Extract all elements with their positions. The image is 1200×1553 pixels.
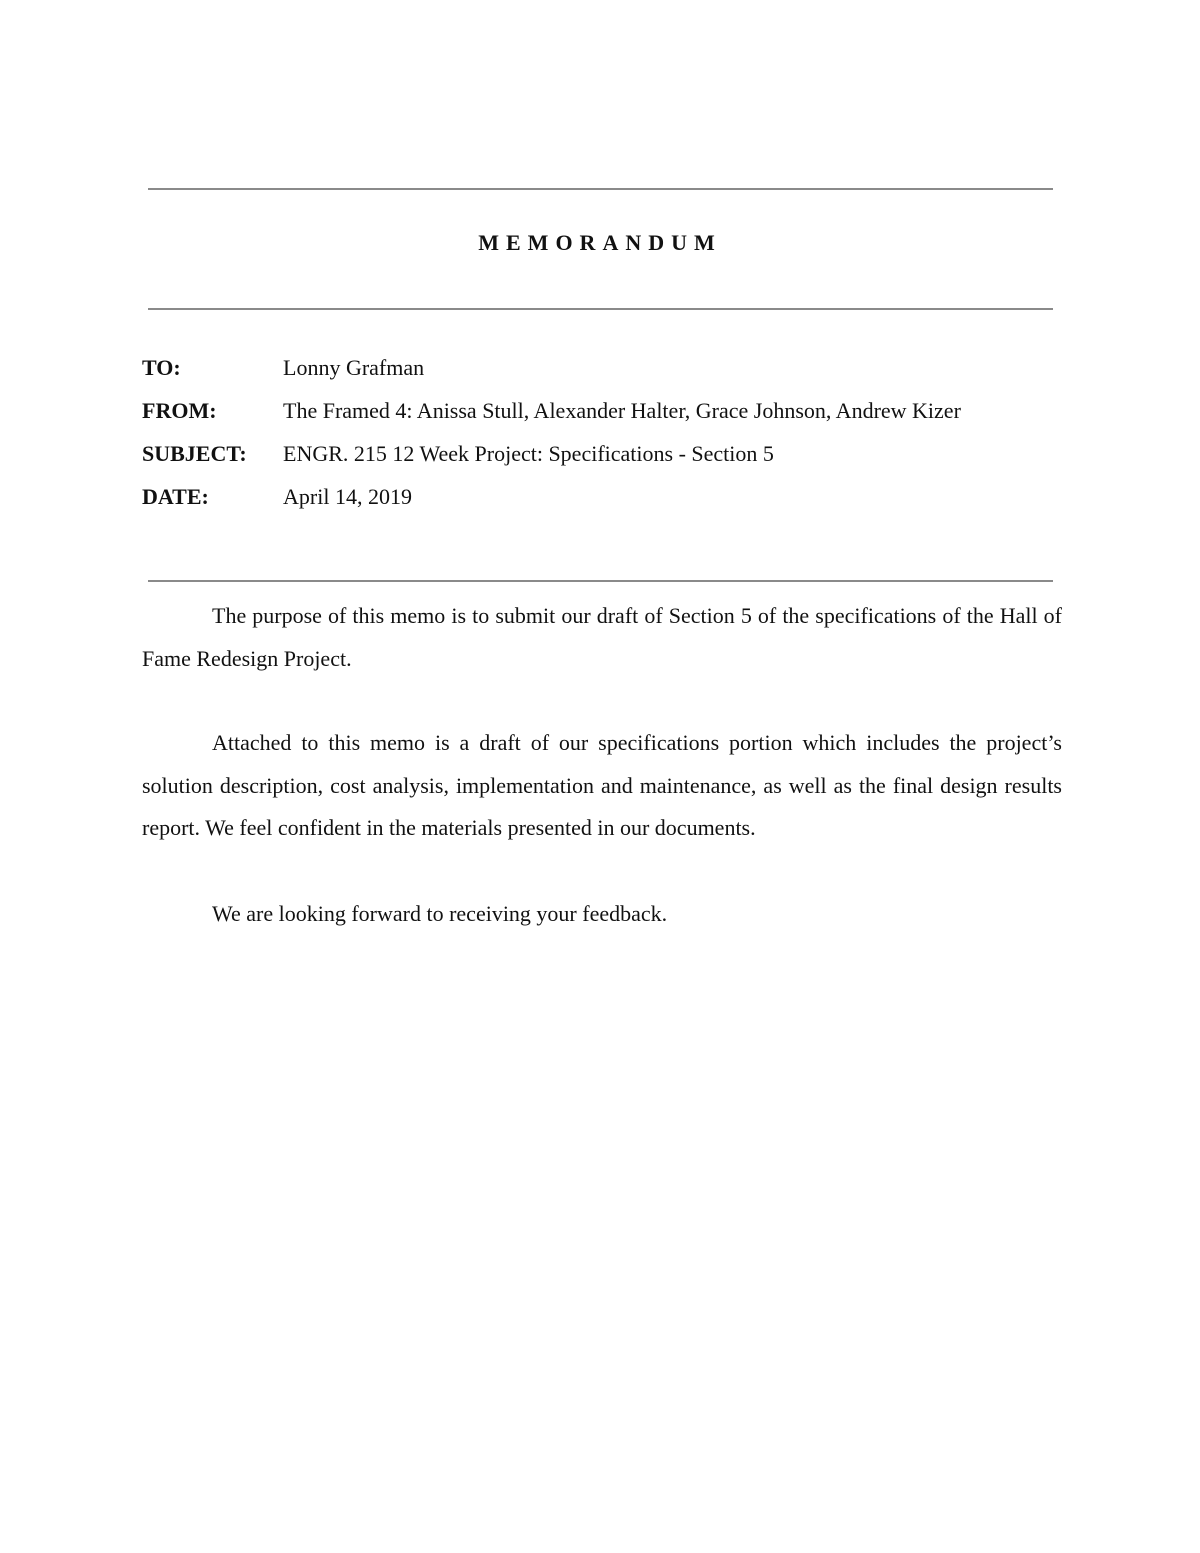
date-row — [142, 482, 1102, 512]
to-label: TO: — [142, 355, 181, 380]
to-row — [142, 353, 1102, 383]
from-row — [142, 396, 1102, 426]
from-label: FROM: — [142, 398, 217, 423]
subject-value: ENGR. 215 12 Week Project: Specifications - Section 5 — [283, 441, 774, 466]
title-divider — [148, 308, 1053, 310]
date-label: DATE: — [142, 484, 209, 509]
to-value: Lonny Grafman — [283, 355, 425, 380]
paragraph-closing — [142, 893, 1062, 936]
from-value: The Framed 4: Anissa Stull, Alexander Halter, Grace Johnson, Andrew Kizer — [283, 398, 961, 423]
paragraph-text: Attached to this memo is a draft of our specifications portion which includes the project’s solution description, cost analysis, implementation and maintenance, as well as the final design results report. We feel confident in the materials presented in our documents. — [142, 730, 1062, 840]
paragraph-text: The purpose of this memo is to submit our draft of Section 5 of the specifications of the Hall of Fame Redesign Project. — [142, 603, 1062, 671]
date-value: April 14, 2019 — [283, 484, 412, 509]
memo-title: MEMORANDUM — [478, 230, 722, 255]
top-divider — [148, 188, 1053, 190]
header-divider — [148, 580, 1053, 582]
paragraph-attachment — [142, 722, 1062, 850]
subject-label: SUBJECT: — [142, 441, 247, 466]
paragraph-text: We are looking forward to receiving your feedback. — [212, 901, 668, 926]
paragraph-purpose — [142, 595, 1062, 680]
subject-row — [142, 439, 1102, 469]
